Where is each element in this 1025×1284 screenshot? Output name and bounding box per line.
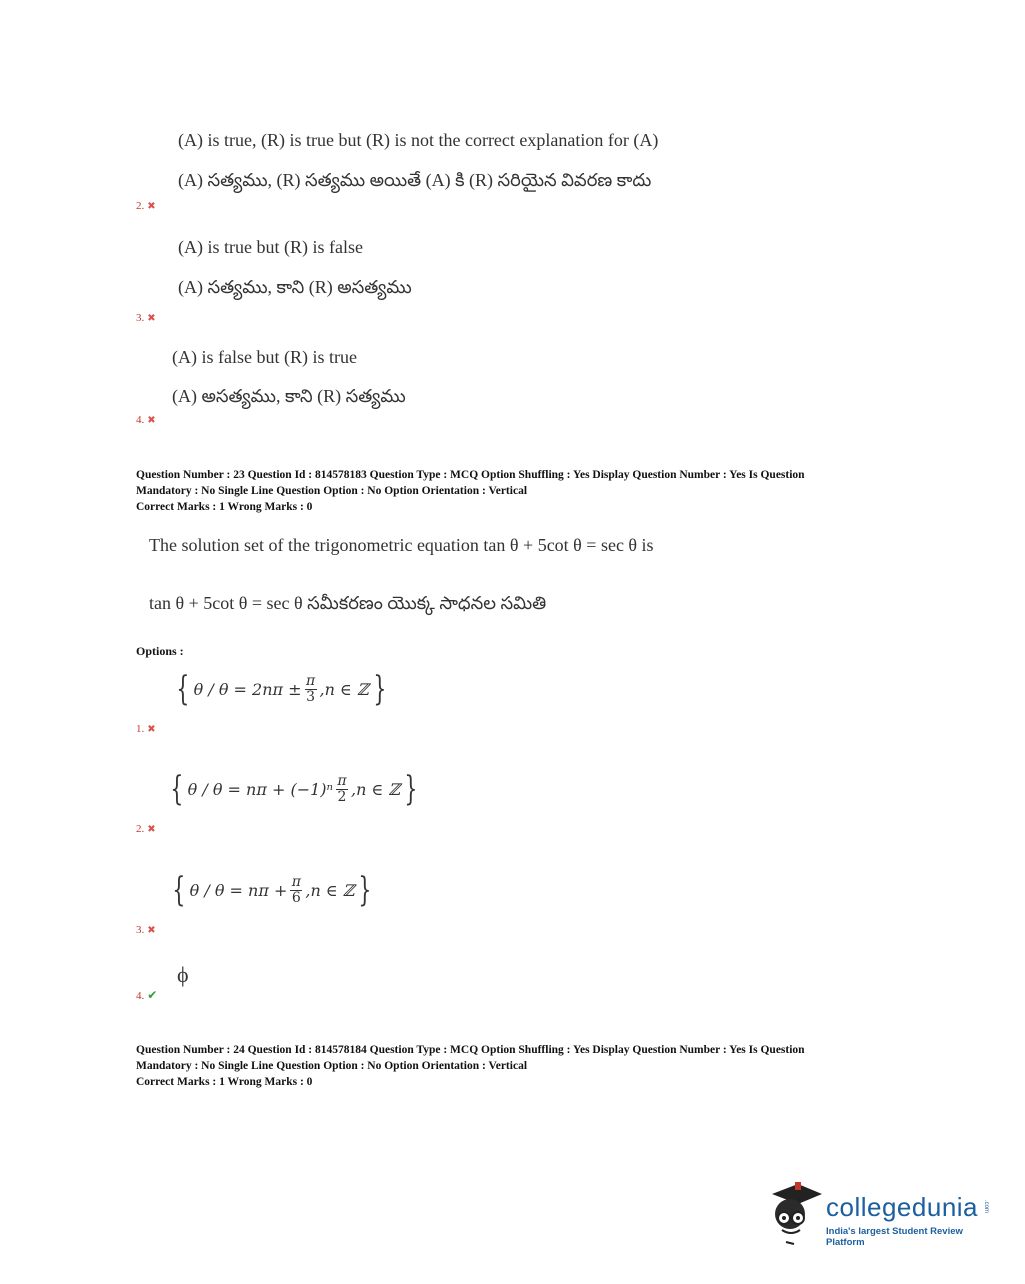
left-brace: { (176, 669, 190, 709)
fraction-denominator: 3 (306, 688, 315, 705)
wrong-mark-icon: ✖ (147, 415, 156, 426)
option-2-formula (166, 769, 422, 809)
options-label: Options : (136, 644, 184, 658)
formula-lhs: θ / θ = 2nπ ± (193, 679, 302, 699)
fraction-denominator: 2 (337, 788, 347, 805)
wrong-mark-icon: ✖ (147, 824, 156, 835)
option-2-number: 2. ✖ (136, 823, 156, 835)
question-23-telugu: tan θ + 5cot θ = sec θ సమీకరణం యొక్క సాధనల సమితి (149, 593, 547, 613)
formula-rhs: ,n ∈ ℤ (305, 880, 355, 900)
fraction (305, 674, 317, 705)
wrong-mark-icon: ✖ (147, 313, 156, 324)
meta-line: Mandatory : No Single Line Question Option : No Option Orientation : Vertical (136, 485, 528, 497)
option-1-number: 1. ✖ (136, 723, 156, 735)
wrong-mark-icon: ✖ (147, 724, 156, 735)
fraction-denominator: 6 (291, 889, 301, 906)
left-brace: { (170, 769, 184, 809)
formula-lhs: θ / θ = nπ + (−1)ⁿ (187, 779, 333, 799)
logo-com: .com (983, 1200, 989, 1214)
fraction-numerator: π (337, 772, 347, 789)
option-2-telugu-text: (A) సత్యము, కాని (R) అసత్యము (178, 277, 412, 297)
question-24-metadata (136, 1042, 805, 1090)
fraction-numerator: π (291, 873, 301, 890)
right-brace: } (404, 769, 418, 809)
formula-lhs: θ / θ = nπ + (189, 880, 288, 900)
meta-line: Question Number : 23 Question Id : 814578183 Question Type : MCQ Option Shuffling : Yes Display Question Number : Yes Is Question (136, 469, 805, 481)
option-4-number: 4. ✖ (136, 414, 156, 426)
meta-line: Question Number : 24 Question Id : 814578184 Question Type : MCQ Option Shuffling : Yes Display Question Number : Yes Is Question (136, 1044, 805, 1056)
right-brace: } (372, 669, 386, 709)
option-3-english-text: (A) is false but (R) is true (172, 347, 357, 367)
option-4-phi: ϕ (177, 962, 189, 987)
question-23-english: The solution set of the trigonometric equation tan θ + 5cot θ = sec θ is (149, 535, 654, 555)
formula-rhs: ,n ∈ ℤ (351, 779, 401, 799)
meta-line: Correct Marks : 1 Wrong Marks : 0 (136, 1076, 313, 1088)
mascot-icon (768, 1178, 826, 1248)
logo-tagline: India's largest Student Review Platform (826, 1226, 963, 1248)
fraction (336, 774, 348, 805)
option-3-number: 3. ✖ (136, 924, 156, 936)
option-3-formula (168, 870, 376, 910)
option-3-telugu-text: (A) అసత్యము, కాని (R) సత్యము (172, 386, 406, 406)
formula-rhs: ,n ∈ ℤ (319, 679, 369, 699)
right-brace: } (358, 870, 372, 910)
option-2-english-text: (A) is true but (R) is false (178, 237, 363, 257)
wrong-mark-icon: ✖ (147, 925, 156, 936)
left-brace: { (172, 870, 186, 910)
meta-line: Mandatory : No Single Line Question Option : No Option Orientation : Vertical (136, 1060, 528, 1072)
collegedunia-logo (768, 1178, 998, 1248)
fraction-numerator: π (305, 672, 316, 689)
wrong-mark-icon: ✖ (147, 201, 156, 212)
logo-wordmark: collegedunia (826, 1192, 979, 1222)
meta-line: Correct Marks : 1 Wrong Marks : 0 (136, 501, 313, 513)
fraction (290, 875, 302, 906)
option-1-telugu-text: (A) సత్యము, (R) సత్యము అయితే (A) కి (R) సరియైన వివరణ కాదు (178, 170, 652, 190)
option-1-formula (172, 669, 390, 709)
question-23-metadata (136, 467, 805, 515)
correct-check-icon: ✔ (147, 988, 158, 1002)
option-4-number: 4. ✔ (136, 988, 158, 1002)
option-2-number: 2. ✖ (136, 200, 156, 212)
option-1-english-text: (A) is true, (R) is true but (R) is not the correct explanation for (A) (178, 130, 659, 150)
option-3-number: 3. ✖ (136, 312, 156, 324)
